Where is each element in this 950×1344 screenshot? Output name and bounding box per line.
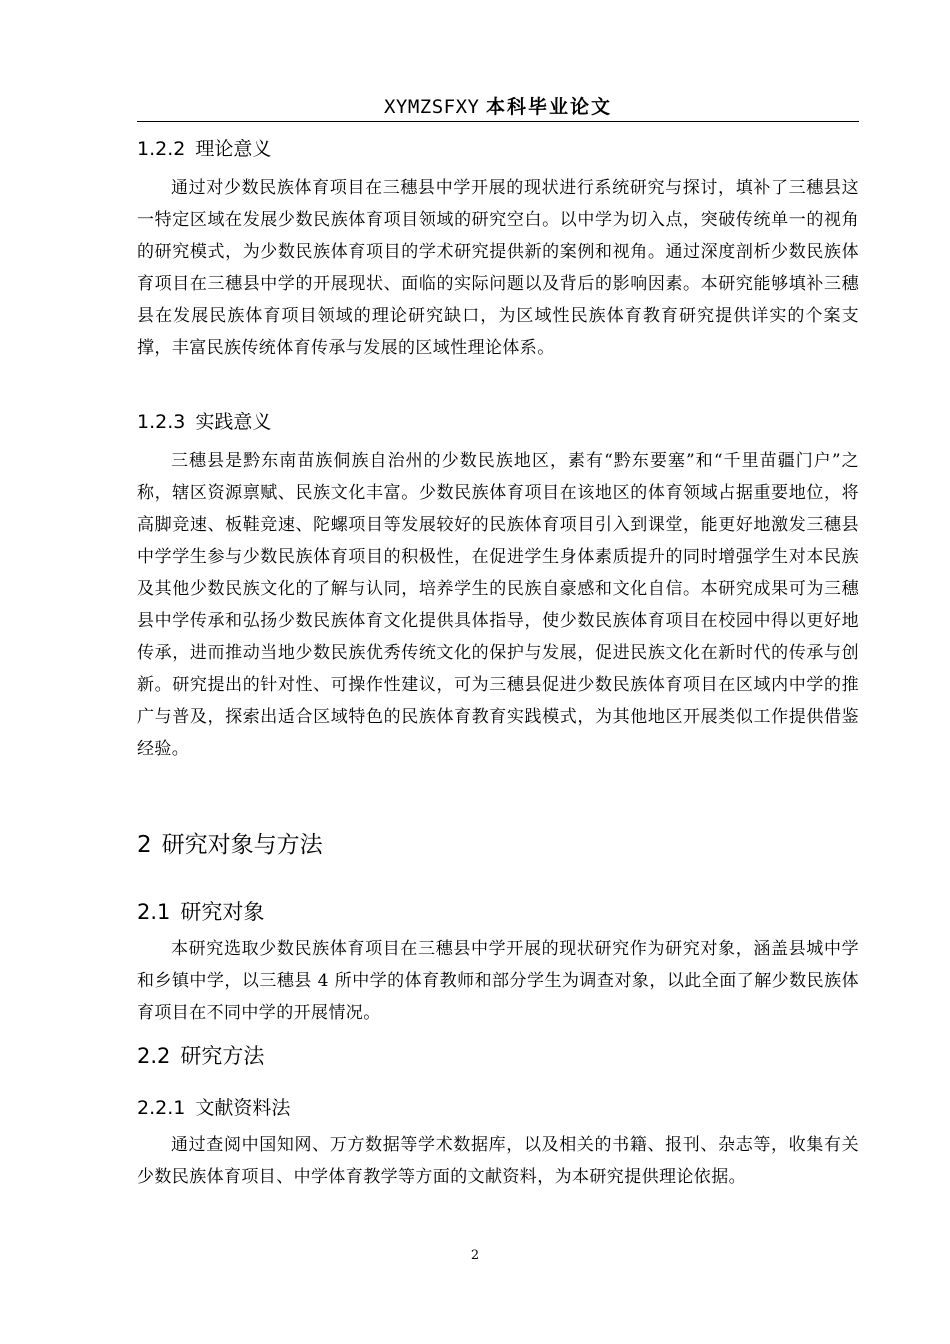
heading-2-2-1 [137, 1093, 290, 1120]
heading-2-2 [137, 1040, 264, 1070]
paragraph-research-object: 本研究选取少数民族体育项目在三穗县中学开展的现状研究作为研究对象，涵盖县城中学和乡镇中学，以三穗县 4 所中学的体育教师和部分学生为调查对象，以此全面了解少数民族体育项目在不同中学的开展情况。 [137, 939, 859, 1023]
heading-text: 研究方法 [180, 1044, 265, 1068]
header-brand: XYMZSFXY [383, 96, 480, 118]
heading-number: 2.2.1 [137, 1097, 186, 1119]
heading-number: 2.1 [137, 900, 171, 924]
heading-text: 文献资料法 [195, 1097, 291, 1119]
header-rule [137, 121, 859, 122]
heading-text: 理论意义 [195, 138, 272, 160]
heading-1-2-3 [137, 407, 271, 434]
paragraph-literature-method: 通过查阅中国知网、万方数据等学术数据库，以及相关的书籍、报刊、杂志等，收集有关少数民族体育项目、中学体育教学等方面的文献资料，为本研究提供理论依据。 [137, 1135, 859, 1187]
heading-number: 1.2.3 [137, 411, 186, 433]
paragraph-practical-significance: 三穗县是黔东南苗族侗族自治州的少数民族地区，素有“黔东要塞”和“千里苗疆门户”之称，辖区资源禀赋、民族文化丰富。少数民族体育项目在该地区的体育领域占据重要地位，将高脚竞速、板鞋竞速、陀螺项目等发展较好的民族体育项目引入到课堂，能更好地激发三穗县中学学生参与少数民族体育项目的积极性，在促进学生身体素质提升的同时增强学生对本民族及其他少数民族文化的了解与认同，培养学生的民族自豪感和文化自信。本研究成果可为三穗县中学传承和弘扬少数民族体育文化提供具体指导，使少数民族体育项目在校园中得以更好地传承，进而推动当地少数民族优秀传统文化的保护与发展，促进民族文化在新时代的传承与创新。研究提出的针对性、可操作性建议，可为三穗县促进少数民族体育项目在区域内中学的推广与普及，探索出适合区域特色的民族体育教育实践模式，为其他地区开展类似工作提供借鉴经验。 [137, 451, 859, 759]
heading-2 [137, 826, 323, 859]
heading-1-2-2 [137, 134, 271, 161]
page-number: 2 [470, 1248, 480, 1263]
heading-text: 实践意义 [195, 411, 272, 433]
heading-number: 2.2 [137, 1044, 171, 1068]
header-title: 本科毕业论文 [486, 96, 613, 118]
page-header [137, 94, 859, 120]
heading-2-1 [137, 896, 264, 926]
heading-number: 1.2.2 [137, 138, 186, 160]
heading-number: 2 [137, 832, 152, 858]
heading-text: 研究对象 [180, 900, 265, 924]
heading-text: 研究对象与方法 [161, 832, 323, 858]
paragraph-theoretical-significance: 通过对少数民族体育项目在三穗县中学开展的现状进行系统研究与探讨，填补了三穗县这一特定区域在发展少数民族体育项目领域的研究空白。以中学为切入点，突破传统单一的视角的研究模式，为少数民族体育项目的学术研究提供新的案例和视角。通过深度剖析少数民族体育项目在三穗县中学的开展现状、面临的实际问题以及背后的影响因素。本研究能够填补三穗县在发展民族体育项目领域的理论研究缺口，为区域性民族体育教育研究提供详实的个案支撑，丰富民族传统体育传承与发展的区域性理论体系。 [137, 178, 859, 358]
